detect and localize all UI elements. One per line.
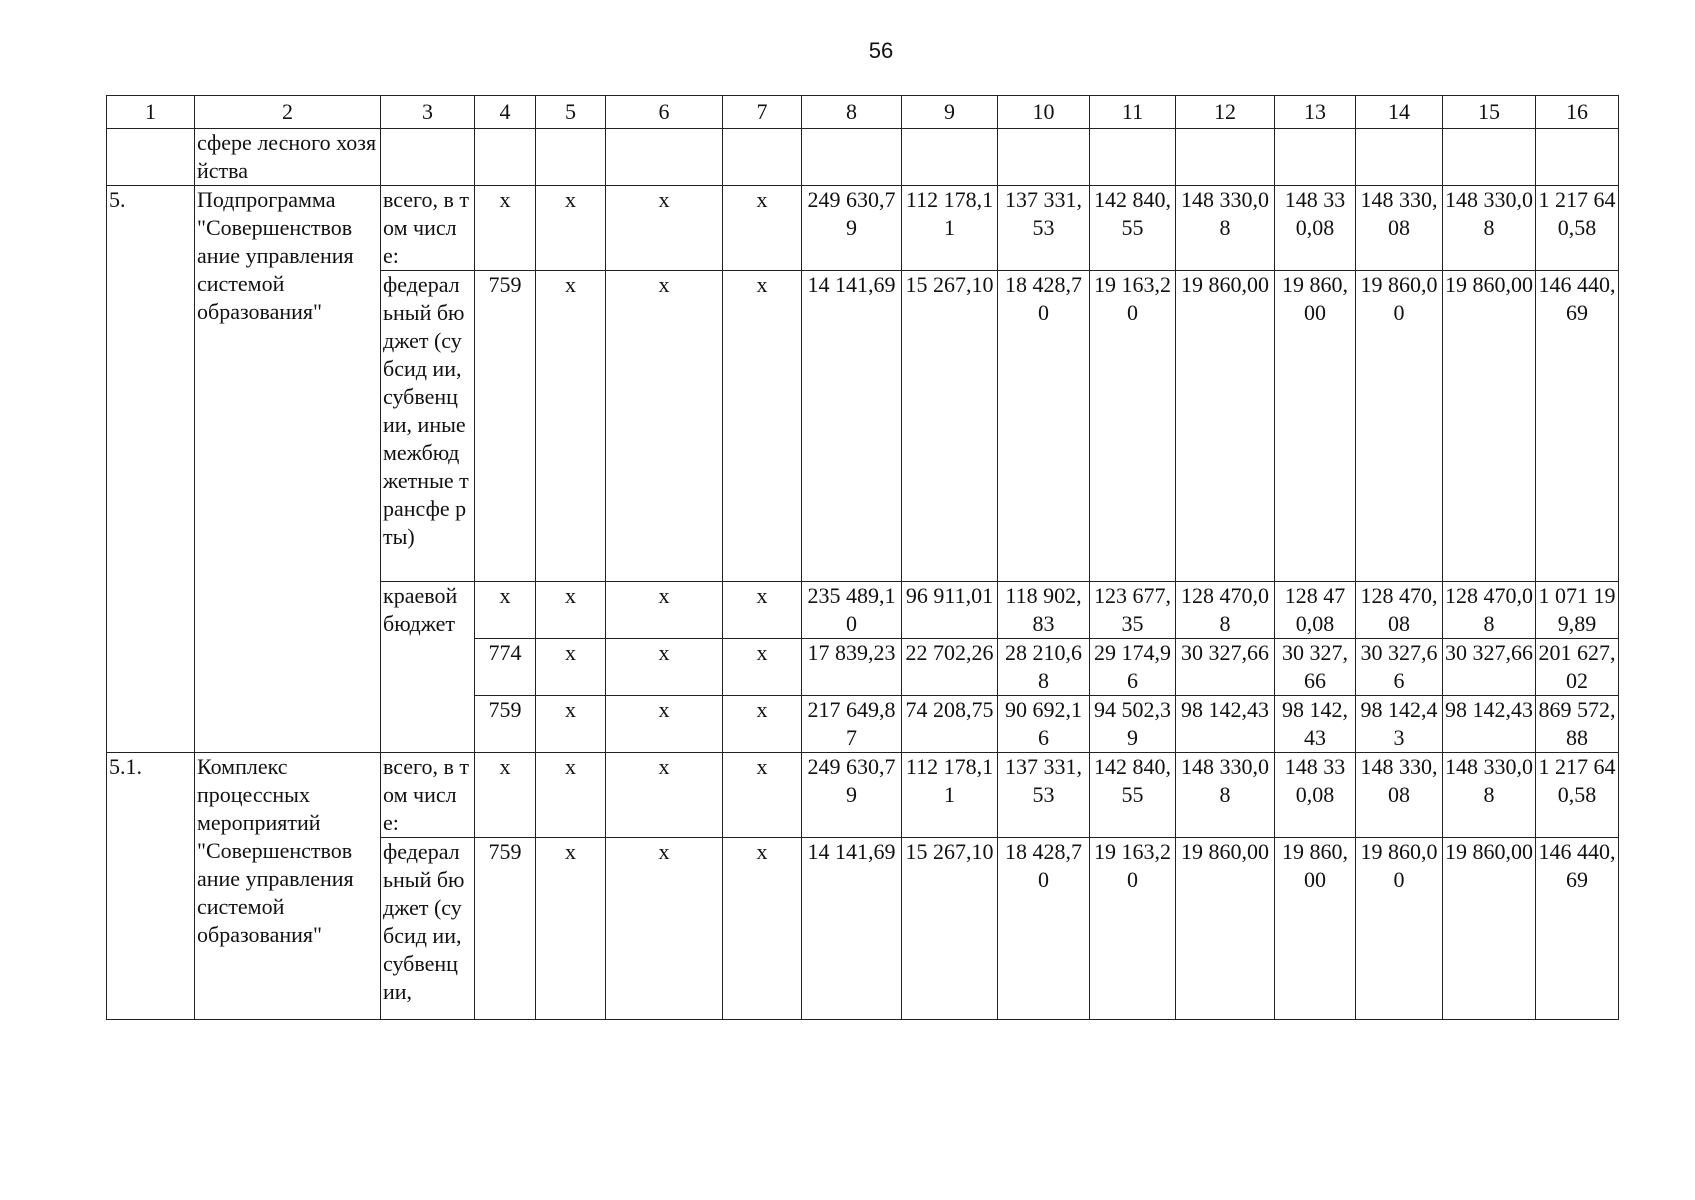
program-name: Комплекс процессных мероприятий "Совершенствов ание управления системой образования" xyxy=(195,753,381,1020)
amount-cell: 128 470,08 xyxy=(1176,582,1275,639)
code-c6: х xyxy=(606,582,723,639)
cell xyxy=(998,129,1090,186)
funding-source: всего, в том числе: xyxy=(381,186,475,271)
header-col-3: 3 xyxy=(381,96,475,129)
amount-cell: 869 572,88 xyxy=(1536,696,1619,753)
amount-cell: 148 330,08 xyxy=(1443,186,1536,271)
code-c7: х xyxy=(723,582,802,639)
amount-cell: 123 677,35 xyxy=(1090,582,1176,639)
amount-cell: 18 428,70 xyxy=(998,271,1090,582)
code-c6: х xyxy=(606,696,723,753)
amount-cell: 30 327,66 xyxy=(1443,639,1536,696)
amount-cell: 17 839,23 xyxy=(802,639,902,696)
amount-cell: 142 840,55 xyxy=(1090,753,1176,838)
amount-cell: 19 860,00 xyxy=(1356,838,1443,1020)
amount-cell: 98 142,43 xyxy=(1356,696,1443,753)
header-col-9: 9 xyxy=(902,96,998,129)
code-c4: х xyxy=(475,753,536,838)
code-c5: х xyxy=(536,271,606,582)
cell xyxy=(381,129,475,186)
amount-cell: 15 267,10 xyxy=(902,271,998,582)
amount-cell: 128 470,08 xyxy=(1356,582,1443,639)
amount-cell: 148 330,08 xyxy=(1275,186,1356,271)
amount-cell: 19 860,00 xyxy=(1443,271,1536,582)
code-c7: х xyxy=(723,639,802,696)
amount-cell: 19 860,00 xyxy=(1443,838,1536,1020)
continuation-row xyxy=(107,129,1619,186)
funding-source: федерал ьный бюджет (субсид ии, субвенц ии, иные межбюд жетные трансфе рты) xyxy=(381,271,475,582)
amount-cell: 15 267,10 xyxy=(902,838,998,1020)
header-col-10: 10 xyxy=(998,96,1090,129)
code-c7: х xyxy=(723,186,802,271)
cell xyxy=(107,129,195,186)
amount-cell: 19 163,20 xyxy=(1090,271,1176,582)
amount-cell: 112 178,11 xyxy=(902,753,998,838)
header-col-11: 11 xyxy=(1090,96,1176,129)
code-c7: х xyxy=(723,271,802,582)
header-col-12: 12 xyxy=(1176,96,1275,129)
amount-cell: 148 330,08 xyxy=(1176,186,1275,271)
amount-cell: 14 141,69 xyxy=(802,838,902,1020)
code-c4: х xyxy=(475,582,536,639)
header-col-8: 8 xyxy=(802,96,902,129)
amount-cell: 137 331,53 xyxy=(998,186,1090,271)
amount-cell: 146 440,69 xyxy=(1536,271,1619,582)
amount-cell: 29 174,96 xyxy=(1090,639,1176,696)
header-col-2: 2 xyxy=(195,96,381,129)
code-c4: 759 xyxy=(475,696,536,753)
sec5-row xyxy=(107,186,1619,271)
code-c5: х xyxy=(536,838,606,1020)
cell xyxy=(1443,129,1536,186)
cell xyxy=(723,129,802,186)
code-c5: х xyxy=(536,582,606,639)
code-c7: х xyxy=(723,753,802,838)
page-number: 56 xyxy=(868,38,894,63)
amount-cell: 19 860,00 xyxy=(1356,271,1443,582)
amount-cell: 28 210,68 xyxy=(998,639,1090,696)
amount-cell: 98 142,43 xyxy=(1275,696,1356,753)
amount-cell: 74 208,75 xyxy=(902,696,998,753)
amount-cell: 30 327,66 xyxy=(1356,639,1443,696)
cell xyxy=(802,129,902,186)
amount-cell: 249 630,79 xyxy=(802,186,902,271)
code-c6: х xyxy=(606,271,723,582)
amount-cell: 217 649,87 xyxy=(802,696,902,753)
amount-cell: 118 902,83 xyxy=(998,582,1090,639)
amount-cell: 30 327,66 xyxy=(1176,639,1275,696)
header-col-13: 13 xyxy=(1275,96,1356,129)
header-col-4: 4 xyxy=(475,96,536,129)
amount-cell: 19 163,20 xyxy=(1090,838,1176,1020)
cell xyxy=(606,129,723,186)
amount-cell: 148 330,08 xyxy=(1356,753,1443,838)
cell xyxy=(475,129,536,186)
code-c5: х xyxy=(536,753,606,838)
amount-cell: 148 330,08 xyxy=(1275,753,1356,838)
program-name: Подпрограмма "Совершенствов ание управления системой образования" xyxy=(195,186,381,753)
amount-cell: 18 428,70 xyxy=(998,838,1090,1020)
row-number: 5.1. xyxy=(107,753,195,1020)
amount-cell: 128 470,08 xyxy=(1443,582,1536,639)
code-c5: х xyxy=(536,186,606,271)
code-c6: х xyxy=(606,753,723,838)
cell xyxy=(1176,129,1275,186)
amount-cell: 112 178,11 xyxy=(902,186,998,271)
funding-source: краевой бюджет xyxy=(381,582,475,753)
code-c4: 759 xyxy=(475,838,536,1020)
cell xyxy=(1090,129,1176,186)
amount-cell: 146 440,69 xyxy=(1536,838,1619,1020)
amount-cell: 148 330,08 xyxy=(1356,186,1443,271)
amount-cell: 249 630,79 xyxy=(802,753,902,838)
row-number: 5. xyxy=(107,186,195,753)
amount-cell: 1 217 640,58 xyxy=(1536,186,1619,271)
sec51-row xyxy=(107,753,1619,838)
cell xyxy=(1536,129,1619,186)
amount-cell: 148 330,08 xyxy=(1176,753,1275,838)
amount-cell: 148 330,08 xyxy=(1443,753,1536,838)
code-c4: х xyxy=(475,186,536,271)
cell xyxy=(1275,129,1356,186)
funding-source: всего, в том числе: xyxy=(381,753,475,838)
funding-source: федерал ьный бюджет (субсид ии, субвенц ии, xyxy=(381,838,475,1020)
code-c5: х xyxy=(536,696,606,753)
cell xyxy=(536,129,606,186)
amount-cell: 1 217 640,58 xyxy=(1536,753,1619,838)
code-c4: 774 xyxy=(475,639,536,696)
amount-cell: 22 702,26 xyxy=(902,639,998,696)
amount-cell: 96 911,01 xyxy=(902,582,998,639)
amount-cell: 90 692,16 xyxy=(998,696,1090,753)
amount-cell: 19 860,00 xyxy=(1176,838,1275,1020)
header-col-14: 14 xyxy=(1356,96,1443,129)
amount-cell: 201 627,02 xyxy=(1536,639,1619,696)
code-c4: 759 xyxy=(475,271,536,582)
amount-cell: 142 840,55 xyxy=(1090,186,1176,271)
amount-cell: 30 327,66 xyxy=(1275,639,1356,696)
code-c5: х xyxy=(536,639,606,696)
amount-cell: 94 502,39 xyxy=(1090,696,1176,753)
amount-cell: 98 142,43 xyxy=(1443,696,1536,753)
header-col-1: 1 xyxy=(107,96,195,129)
code-c7: х xyxy=(723,838,802,1020)
amount-cell: 19 860,00 xyxy=(1275,838,1356,1020)
code-c6: х xyxy=(606,186,723,271)
cell xyxy=(902,129,998,186)
budget-table xyxy=(106,95,1619,1020)
code-c6: х xyxy=(606,838,723,1020)
amount-cell: 19 860,00 xyxy=(1176,271,1275,582)
header-col-6: 6 xyxy=(606,96,723,129)
header-col-15: 15 xyxy=(1443,96,1536,129)
code-c7: х xyxy=(723,696,802,753)
header-col-5: 5 xyxy=(536,96,606,129)
amount-cell: 1 071 199,89 xyxy=(1536,582,1619,639)
header-row xyxy=(107,96,1619,129)
header-col-7: 7 xyxy=(723,96,802,129)
cell xyxy=(1356,129,1443,186)
amount-cell: 137 331,53 xyxy=(998,753,1090,838)
amount-cell: 14 141,69 xyxy=(802,271,902,582)
amount-cell: 98 142,43 xyxy=(1176,696,1275,753)
amount-cell: 235 489,10 xyxy=(802,582,902,639)
continuation-text: сфере лесного хозяйства xyxy=(195,129,381,186)
amount-cell: 128 470,08 xyxy=(1275,582,1356,639)
header-col-16: 16 xyxy=(1536,96,1619,129)
amount-cell: 19 860,00 xyxy=(1275,271,1356,582)
code-c6: х xyxy=(606,639,723,696)
